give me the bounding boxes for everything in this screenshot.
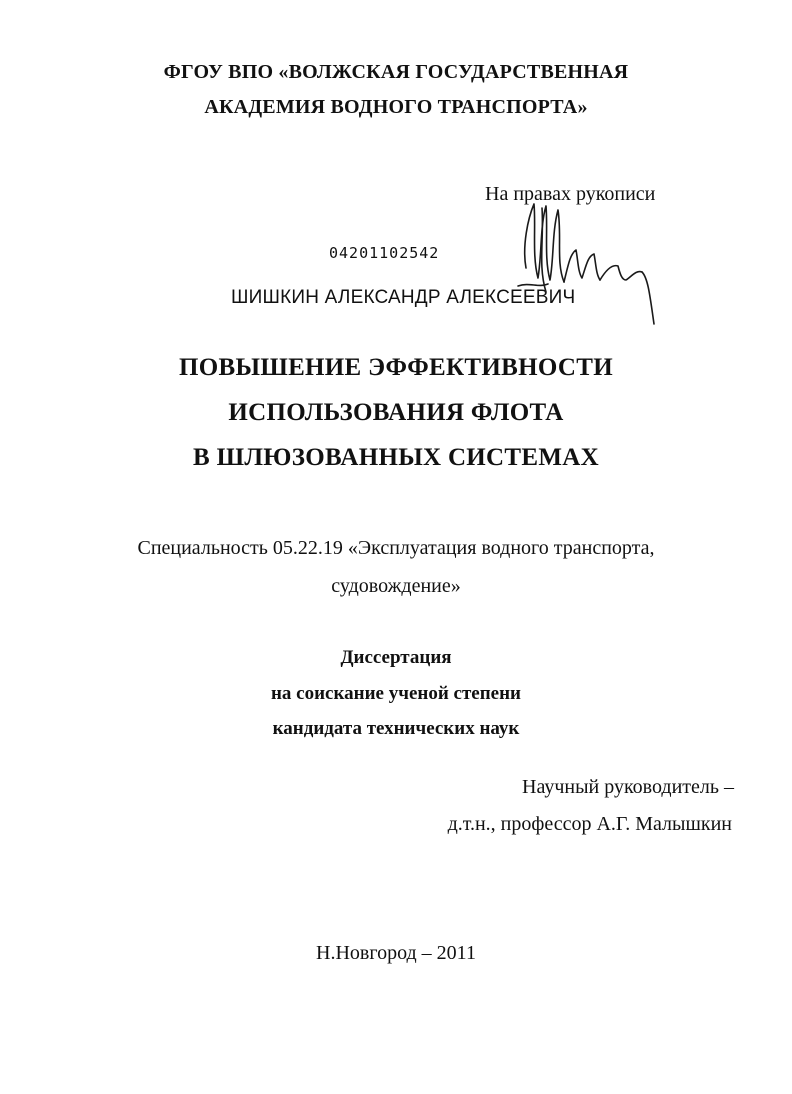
institution-name-line-1: ФГОУ ВПО «ВОЛЖСКАЯ ГОСУДАРСТВЕННАЯ	[163, 61, 629, 83]
dissertation-title-line-1: ПОВЫШЕНИЕ ЭФФЕКТИВНОСТИ	[179, 354, 613, 381]
manuscript-note: На правах рукописи	[485, 183, 656, 205]
handwritten-signature	[508, 196, 678, 332]
signature-stroke	[600, 266, 642, 280]
dissertation-title-line-2: ИСПОЛЬЗОВАНИЯ ФЛОТА	[228, 399, 564, 426]
institution-name-line-2: АКАДЕМИЯ ВОДНОГО ТРАНСПОРТА»	[204, 96, 588, 118]
signature-stroke	[642, 272, 654, 324]
author-name: ШИШКИН АЛЕКСАНДР АЛЕКСЕЕВИЧ	[231, 287, 576, 308]
supervisor-name: д.т.н., профессор А.Г. Малышкин	[447, 813, 732, 835]
signature-stroke	[564, 250, 600, 282]
degree-line-3: кандидата технических наук	[272, 718, 520, 739]
dissertation-title-line-3: В ШЛЮЗОВАННЫХ СИСТЕМАХ	[193, 444, 599, 471]
degree-line-2: на соискание ученой степени	[270, 683, 521, 704]
document-number: 04201102542	[329, 244, 440, 262]
specialty-line-1: Специальность 05.22.19 «Эксплуатация водного транспорта,	[137, 537, 655, 559]
place-and-year: Н.Новгород – 2011	[316, 942, 476, 964]
signature-stroke	[525, 204, 564, 282]
specialty-line-2: судовождение»	[331, 575, 461, 597]
signature-stroke	[518, 284, 548, 286]
degree-line-1: Диссертация	[340, 647, 452, 668]
supervisor-label: Научный руководитель –	[522, 776, 734, 798]
